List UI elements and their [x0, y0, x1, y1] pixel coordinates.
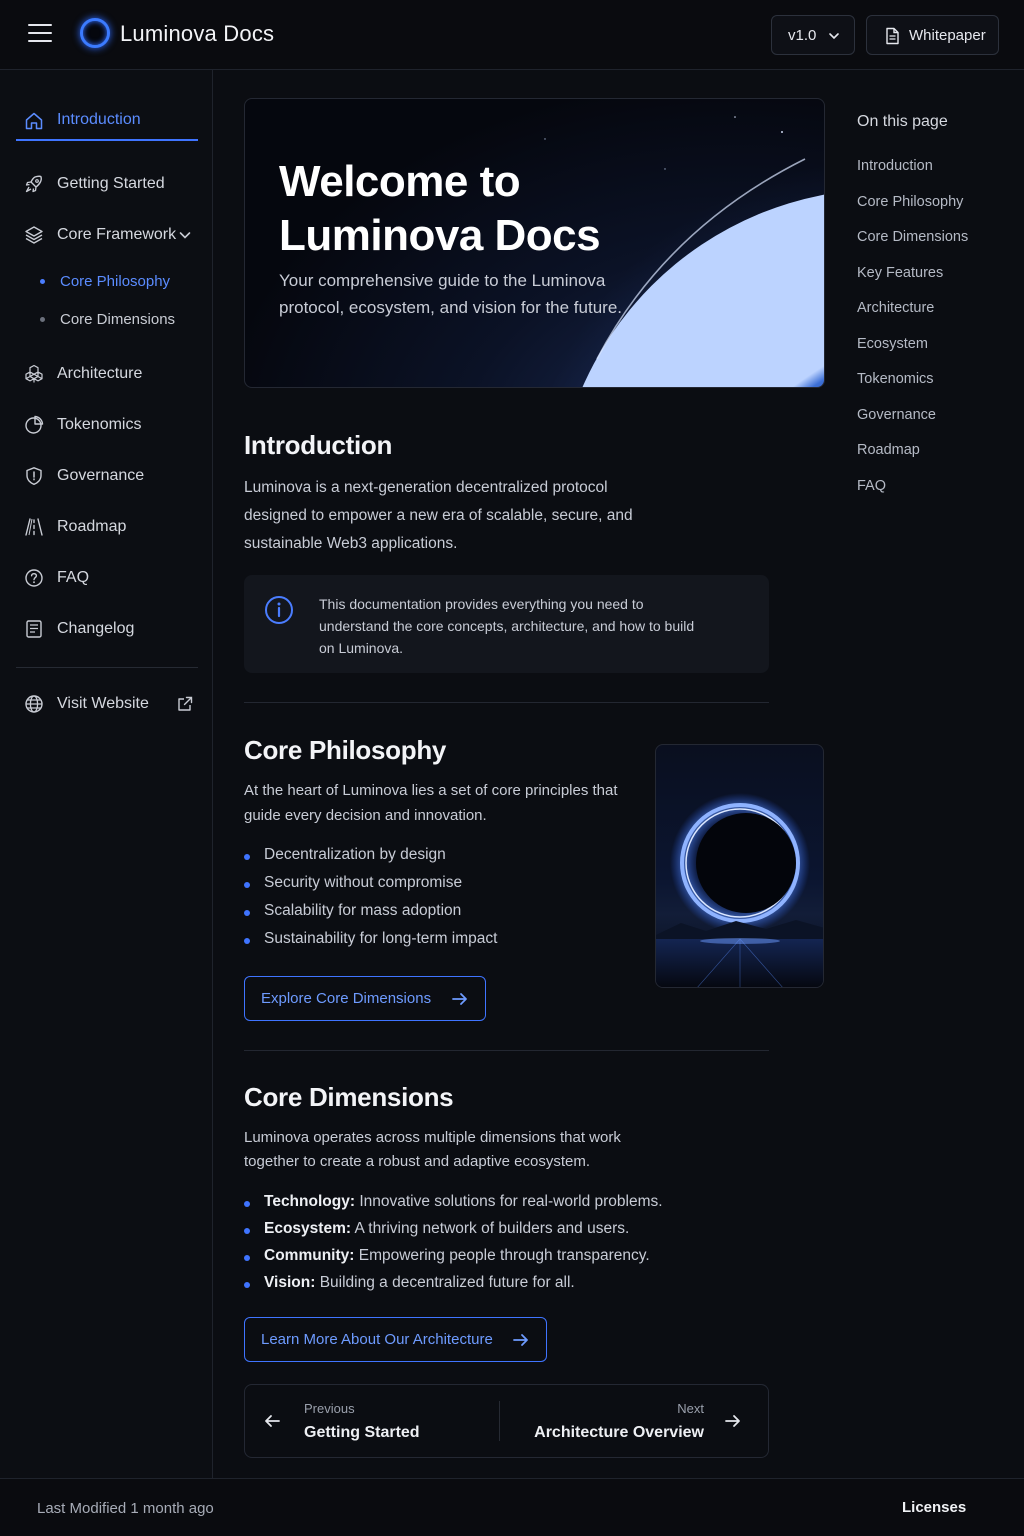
- toc-item[interactable]: FAQ: [857, 478, 887, 494]
- arrow-right-icon: [724, 1412, 742, 1430]
- list-desc: Building a decentralized future for all.: [319, 1274, 575, 1291]
- sidebar-subitem-core-philosophy[interactable]: [40, 273, 170, 290]
- sidebar-item-label: Getting Started: [57, 175, 165, 192]
- dimensions-list: [244, 1193, 663, 1292]
- whitepaper-button[interactable]: [866, 15, 999, 55]
- list-item: Sustainability for long-term impact: [244, 930, 497, 948]
- sidebar-item-architecture[interactable]: [16, 354, 198, 394]
- button-label: Learn More About Our Architecture: [261, 1331, 493, 1348]
- sidebar-item-core-framework[interactable]: [16, 215, 198, 255]
- pager-separator: [499, 1401, 500, 1441]
- arrow-left-icon: [263, 1412, 281, 1430]
- list-item: Scalability for mass adoption: [244, 902, 497, 920]
- layers-icon: [24, 225, 44, 245]
- sidebar-item-label: Tokenomics: [57, 416, 142, 433]
- page-navigation: [244, 1384, 769, 1458]
- toc-item[interactable]: Core Philosophy: [857, 194, 964, 210]
- explore-core-dimensions-button[interactable]: [244, 976, 486, 1021]
- sidebar-subitem-label: Core Philosophy: [60, 273, 171, 290]
- top-bar: [0, 0, 1024, 70]
- toc-item[interactable]: Introduction: [857, 158, 933, 174]
- road-icon: [24, 517, 44, 537]
- sidebar-item-label: Core Framework: [57, 226, 177, 243]
- sidebar-item-label: Changelog: [57, 620, 135, 637]
- section-title-core-dimensions: Core Dimensions: [244, 1082, 454, 1112]
- shield-icon: [24, 466, 44, 486]
- sidebar-item-label: FAQ: [57, 569, 90, 586]
- sidebar-divider: [16, 667, 198, 668]
- chevron-down-icon[interactable]: [178, 228, 192, 242]
- toc-item[interactable]: Ecosystem: [857, 336, 928, 352]
- section-divider: [244, 702, 769, 703]
- hero-title: Welcome to Luminova Docs: [279, 157, 601, 260]
- sidebar-item-tokenomics[interactable]: [16, 405, 198, 445]
- licenses-link[interactable]: Licenses: [902, 1499, 967, 1516]
- footer: [0, 1478, 1024, 1536]
- menu-icon[interactable]: [28, 24, 52, 46]
- sidebar-item-roadmap[interactable]: [16, 507, 198, 547]
- bullet-dot: [40, 279, 45, 284]
- sidebar-item-label: Visit Website: [57, 695, 149, 712]
- previous-label: Previous: [304, 1401, 355, 1416]
- globe-icon: [24, 694, 44, 714]
- list-term: Community:: [264, 1247, 355, 1264]
- sidebar-item-introduction[interactable]: [16, 101, 198, 141]
- toc-item[interactable]: Core Dimensions: [857, 229, 969, 245]
- sidebar-subitem-core-dimensions[interactable]: [40, 311, 175, 328]
- whitepaper-label: Whitepaper: [909, 26, 986, 44]
- sidebar: [0, 70, 213, 1478]
- rocket-icon: [24, 174, 44, 194]
- toc-item[interactable]: Architecture: [857, 300, 935, 316]
- list-term: Vision:: [264, 1274, 316, 1291]
- eclipse-ring-graphic: [656, 745, 824, 988]
- list-item: Decentralization by design: [244, 846, 497, 864]
- section-title-core-philosophy: Core Philosophy: [244, 735, 447, 765]
- toc-item[interactable]: Key Features: [857, 265, 944, 281]
- blocks-icon: [24, 364, 44, 384]
- sidebar-item-label: Governance: [57, 467, 145, 484]
- list-term: Ecosystem:: [264, 1220, 352, 1237]
- eclipse-ring-illustration: [655, 744, 824, 988]
- button-label: Explore Core Dimensions: [261, 990, 432, 1007]
- toc-item[interactable]: Roadmap: [857, 442, 920, 458]
- dimensions-paragraph: Luminova operates across multiple dimensions that work together to create a robust and adaptive ecosystem.: [244, 1129, 621, 1170]
- brand-title[interactable]: Luminova Docs: [120, 21, 275, 46]
- list-item: Security without compromise: [244, 874, 497, 892]
- philosophy-list: [244, 846, 497, 948]
- toc-title: On this page: [857, 113, 948, 130]
- toc-item[interactable]: Governance: [857, 407, 936, 423]
- hero-banner: [244, 98, 825, 388]
- document-icon: [24, 619, 44, 639]
- list-item: [244, 1193, 663, 1211]
- bullet-dot: [40, 317, 45, 322]
- logo-icon: [80, 18, 110, 48]
- sidebar-item-changelog[interactable]: [16, 609, 198, 649]
- version-selector[interactable]: [771, 15, 855, 55]
- list-item: [244, 1220, 663, 1238]
- arrow-right-icon: [512, 1331, 530, 1349]
- document-icon: [883, 27, 901, 45]
- previous-title: Getting Started: [304, 1424, 420, 1441]
- next-label: Next: [677, 1401, 704, 1416]
- arrow-right-icon: [451, 990, 469, 1008]
- list-item: [244, 1247, 663, 1265]
- section-divider: [244, 1050, 769, 1051]
- list-desc: Innovative solutions for real-world problems.: [359, 1193, 663, 1210]
- next-title: Architecture Overview: [534, 1424, 704, 1441]
- sidebar-subitem-label: Core Dimensions: [60, 311, 176, 328]
- home-icon: [24, 111, 44, 131]
- info-text: This documentation provides everything you need to understand the core concepts, architecture, and how to build on Luminova.: [319, 596, 695, 656]
- list-term: Technology:: [264, 1193, 355, 1210]
- hero-subtitle: Your comprehensive guide to the Luminova protocol, ecosystem, and vision for the future.: [279, 271, 623, 317]
- toc-item[interactable]: Tokenomics: [857, 371, 934, 387]
- sidebar-item-label: Roadmap: [57, 518, 127, 535]
- sidebar-item-label: Introduction: [57, 111, 141, 128]
- previous-page-link[interactable]: [245, 1385, 499, 1457]
- pie-chart-icon: [24, 415, 44, 435]
- sidebar-item-getting-started[interactable]: [16, 164, 198, 204]
- list-desc: A thriving network of builders and users.: [354, 1220, 630, 1237]
- info-icon: [264, 595, 294, 625]
- learn-architecture-button[interactable]: [244, 1317, 547, 1362]
- intro-paragraph: Luminova is a next-generation decentralized protocol designed to empower a new era of scalable, secure, and sustainable Web3 applications.: [244, 479, 633, 552]
- list-desc: Empowering people through transparency.: [358, 1247, 650, 1264]
- sidebar-item-label: Architecture: [57, 365, 143, 382]
- sidebar-item-visit-website[interactable]: [16, 684, 198, 724]
- sidebar-item-governance[interactable]: [16, 456, 198, 496]
- info-callout: [244, 575, 769, 673]
- chevron-down-icon: [828, 30, 840, 42]
- list-item: [244, 1274, 663, 1292]
- philosophy-paragraph: At the heart of Luminova lies a set of core principles that guide every decision and innovation.: [244, 782, 618, 824]
- sidebar-item-faq[interactable]: [16, 558, 198, 598]
- version-label: v1.0: [788, 26, 817, 44]
- help-circle-icon: [24, 568, 44, 588]
- last-modified-text: Last Modified 1 month ago: [37, 1500, 214, 1517]
- section-title-introduction: Introduction: [244, 430, 393, 460]
- next-page-link[interactable]: [514, 1385, 768, 1457]
- external-link-icon: [176, 695, 194, 713]
